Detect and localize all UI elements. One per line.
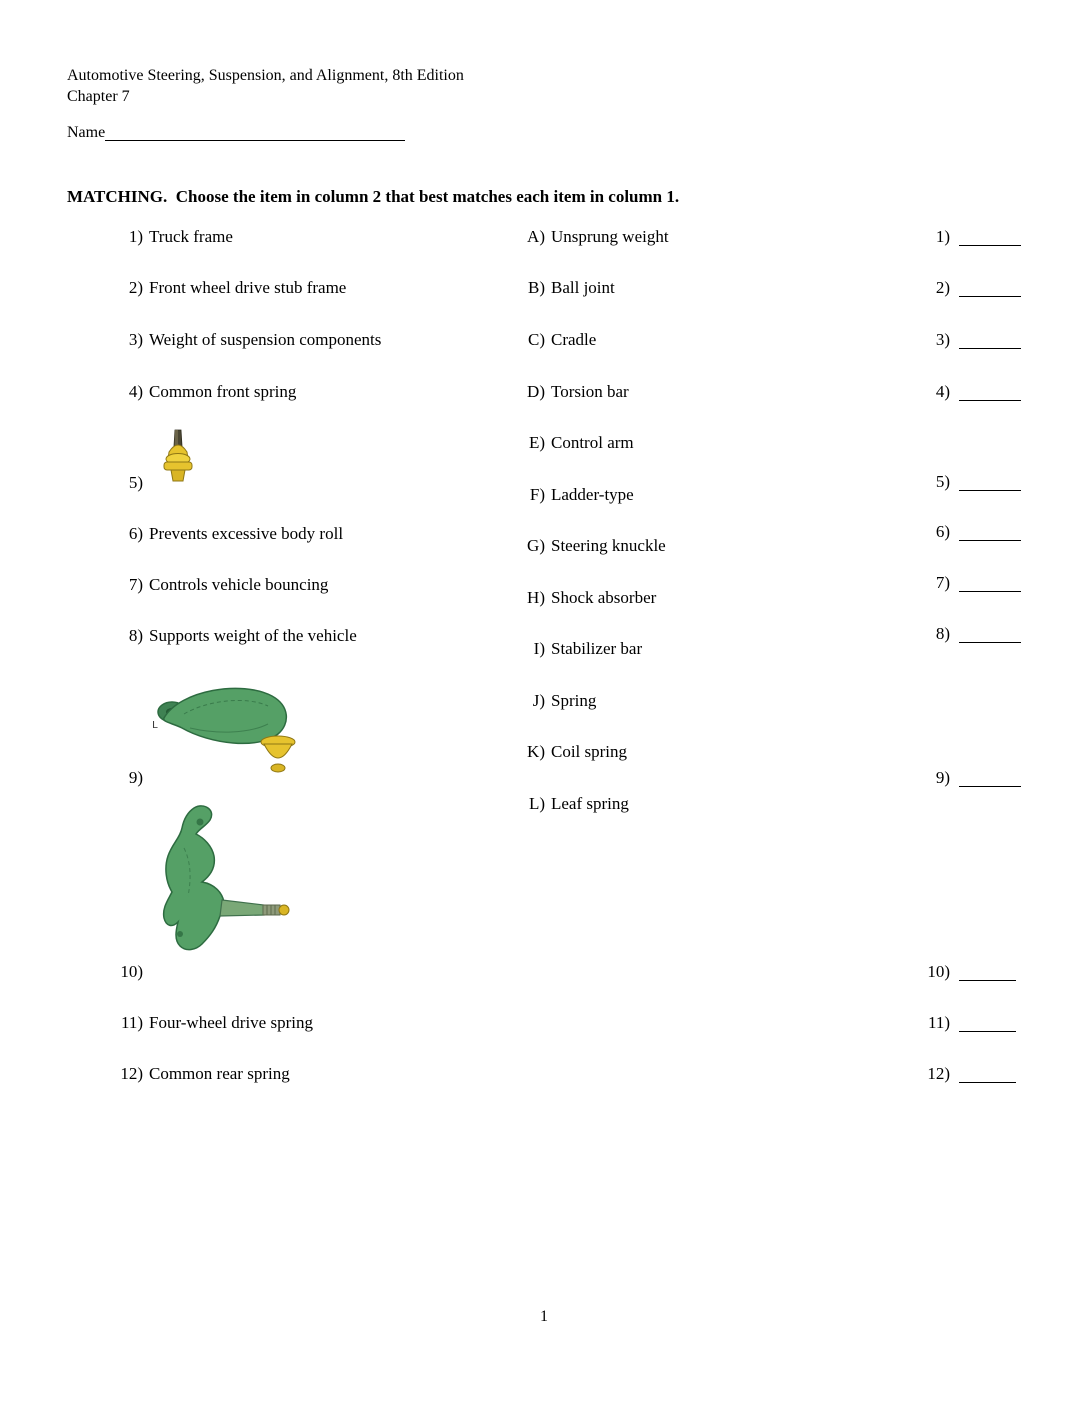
ball-joint-image [160,428,196,491]
col1-item-2 [113,277,346,299]
item-number: 11) [120,1013,143,1032]
col2-item-c [519,329,596,351]
item-text: Coil spring [551,742,628,761]
item-number: 7) [128,575,143,594]
name-blank-line[interactable] [105,124,405,141]
item-letter: K) [527,742,545,761]
item-text: Leaf spring [551,794,629,813]
page-number: 1 [540,1308,548,1325]
col1-item-6 [113,523,343,545]
col2-item-g [519,535,666,557]
answer-row-6 [920,521,1021,543]
item-text: Weight of suspension components [149,330,382,349]
item-text: Control arm [551,433,634,452]
item-text: Front wheel drive stub frame [149,278,347,297]
col1-item-5 [113,472,143,494]
item-number: 9) [128,768,143,787]
item-letter: J) [532,691,545,710]
answer-blank-12[interactable] [959,1065,1016,1083]
answer-number: 12) [927,1064,950,1083]
answer-number: 2) [935,278,950,297]
answer-blank-9[interactable] [959,769,1021,787]
answer-number: 4) [935,382,950,401]
col2-item-i [519,638,642,660]
item-number: 8) [128,626,143,645]
col2-item-j [519,690,596,712]
col1-item-8 [113,625,357,647]
answer-number: 6) [935,522,950,541]
book-title: Automotive Steering, Suspension, and Alignment, 8th Edition [67,67,464,84]
col2-item-h [519,587,656,609]
name-label: Name [67,124,106,141]
answer-row-12 [920,1063,1016,1085]
answer-number: 10) [927,962,950,981]
answer-number: 1) [935,227,950,246]
answer-row-4 [920,381,1021,403]
item-letter: C) [528,330,545,349]
answer-row-3 [920,329,1021,351]
answer-row-1 [920,226,1021,248]
item-text: Unsprung weight [551,227,669,246]
col1-item-3 [113,329,381,351]
col2-item-l [519,793,629,815]
col1-item-11 [113,1012,313,1034]
answer-blank-1[interactable] [959,228,1021,246]
answer-blank-2[interactable] [959,279,1021,297]
col1-item-12 [113,1063,290,1085]
item-letter: E) [528,433,545,452]
col1-item-4 [113,381,296,403]
answer-blank-5[interactable] [959,473,1021,491]
item-text: Spring [551,691,597,710]
answer-blank-7[interactable] [959,574,1021,592]
answer-blank-11[interactable] [959,1014,1016,1032]
col2-item-e [519,432,634,454]
answer-blank-4[interactable] [959,383,1021,401]
item-number: 10) [120,962,143,981]
item-number: 2) [128,278,143,297]
answer-row-9 [920,767,1021,789]
item-letter: L) [528,794,545,813]
item-letter: F) [529,485,545,504]
answer-blank-8[interactable] [959,625,1021,643]
item-letter: H) [527,588,545,607]
steering-knuckle-image [150,804,295,961]
item-letter: G) [527,536,545,555]
answer-number: 11) [927,1013,950,1032]
matching-instructions: MATCHING. Choose the item in column 2 that best matches each item in column 1. [67,187,680,206]
item-number: 4) [128,382,143,401]
item-text: Prevents excessive body roll [149,524,344,543]
item-number: 6) [128,524,143,543]
answer-blank-10[interactable] [959,963,1016,981]
item-letter: I) [533,639,545,658]
col1-item-7 [113,574,328,596]
chapter-label: Chapter 7 [67,88,130,105]
item-letter: B) [528,278,545,297]
col1-item-1 [113,226,233,248]
answer-row-7 [920,572,1021,594]
col1-item-10 [113,961,143,983]
svg-text:L: L [152,720,159,731]
answer-row-5 [920,471,1021,493]
item-text: Common rear spring [149,1064,290,1083]
answer-number: 8) [935,624,950,643]
col2-item-f [519,484,634,506]
item-number: 3) [128,330,143,349]
answer-number: 9) [935,768,950,787]
item-number: 1) [128,227,143,246]
answer-blank-3[interactable] [959,331,1021,349]
control-arm-image [150,680,308,793]
col2-item-k [519,741,627,763]
answer-number: 7) [935,573,950,592]
col1-item-9 [113,767,143,789]
col2-item-d [519,381,629,403]
answer-blank-6[interactable] [959,523,1021,541]
item-text: Common front spring [149,382,297,401]
item-text: Shock absorber [551,588,657,607]
answer-number: 5) [935,472,950,491]
item-text: Ladder-type [551,485,634,504]
item-text: Steering knuckle [551,536,666,555]
col2-item-a [519,226,669,248]
answer-number: 3) [935,330,950,349]
item-letter: A) [527,227,545,246]
name-row [67,123,405,143]
item-text: Truck frame [149,227,233,246]
item-text: Supports weight of the vehicle [149,626,357,645]
item-letter: D) [527,382,545,401]
item-number: 5) [128,473,143,492]
answer-row-11 [920,1012,1016,1034]
item-text: Ball joint [551,278,615,297]
answer-row-8 [920,623,1021,645]
item-text: Cradle [551,330,597,349]
col2-item-b [519,277,615,299]
answer-row-2 [920,277,1021,299]
item-number: 12) [120,1064,143,1083]
item-text: Controls vehicle bouncing [149,575,329,594]
answer-row-10 [920,961,1016,983]
item-text: Stabilizer bar [551,639,643,658]
item-text: Four-wheel drive spring [149,1013,313,1032]
item-text: Torsion bar [551,382,629,401]
